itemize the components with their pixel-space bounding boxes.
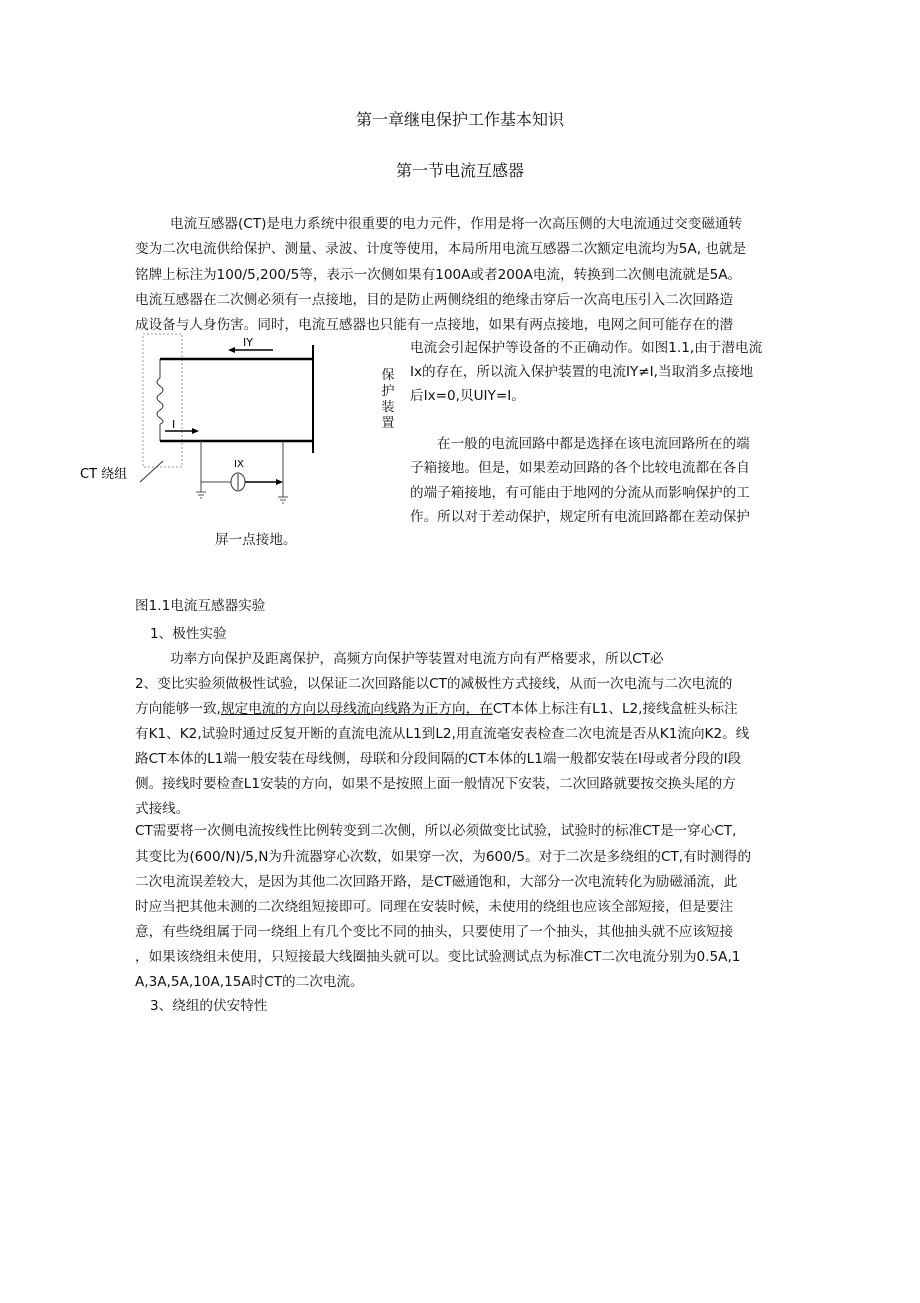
paragraph-line: 其变比为(600/N)/5,N为升流器穿心次数，如果穿一次，为600/5。对于二次是多绕组的CT,有时测得的 [135,849,752,865]
paragraph-line: 变为二次电流供给保护、测量、录波、计度等使用，本局所用电流互感器二次额定电流均为5A, 也就是 [135,241,747,257]
paragraph-line: 屏一点接地。 [215,532,297,548]
paragraph-line: 作。所以对于差动保护，规定所有电流回路都在差动保护 [410,509,750,525]
paragraph-line: A,3A,5A,10A,15A时CT的二次电流。 [135,974,364,990]
ground-icon [196,492,206,498]
paragraph-line: 有K1、K2,试验时通过反复开断的直流电流从L1到L2,用直流毫安表检查二次电流是否从K1流向K2。线 [135,726,750,742]
section-heading: 1、极性实验 [150,626,227,642]
paragraph-line: 铭牌上标注为100/5,200/5等，表示一次侧如果有100A或者200A电流，转换到二次侧电流就是5A。 [135,267,742,283]
paragraph-line: 成设备与人身伤害。同时，电流互感器也只能有一点接地，如果有两点接地，电网之间可能存在的潜 [135,317,734,333]
ct-winding-box [143,334,182,467]
paragraph-line: 后Ix=0,贝UIY=I。 [410,388,525,404]
figure-caption: 图1.1电流互感器实验 [135,598,266,614]
paragraph-line: 功率方向保护及距离保护，高频方向保护等装置对电流方向有严格要求，所以CT必 [170,651,664,667]
paragraph-line: CT需要将一次侧电流按线性比例转变到二次侧，所以必须做变比试验，试验时的标准CT是一穿心CT, [135,823,737,839]
ct-winding-label: CT 绕组 [80,467,128,482]
ground-icon [278,497,288,503]
ix-label: IX [234,459,244,470]
paragraph-line: 电流会引起保护等设备的不正确动作。如图1.1,由于潜电流 [410,340,763,356]
section-heading: 3、绕组的伏安特性 [150,998,268,1014]
paragraph-line: 式接线。 [135,801,190,817]
paragraph-line: 侧。接线时要检查L1安装的方向，如果不是按照上面一般情况下安装，二次回路就要按交换头尾的方 [135,776,736,792]
paragraph-line: Ix的存在，所以流入保护装置的电流IY≠I,当取消多点接地 [410,364,754,380]
text-run: CT本体上标注有L1、L2,接线盒桩头标注 [492,701,738,717]
paragraph-line: 时应当把其他未测的二次绕组短接即可。同理在安装时候，未使用的绕组也应该全部短接，但是要注 [135,899,734,915]
paragraph-line: 子箱接地。但是，如果差动回路的各个比较电流都在各自 [410,460,750,476]
paragraph-line: 二次电流误差较大，是因为其他二次回路开路，是CT磁通饱和，大部分一次电流转化为励磁涌流，此 [135,874,738,890]
paragraph-line [135,700,738,718]
paragraph-line: 电流互感器(CT)是电力系统中很重要的电力元件，作用是将一次高压侧的大电流通过交变磁通转 [170,216,743,232]
chapter-title: 第一章继电保护工作基本知识 [355,110,564,129]
section-title: 第一节电流互感器 [395,161,524,180]
paragraph-line: 意，有些绕组属于同一绕组上有几个变比不同的抽头，只要使用了一个抽头，其他抽头就不应该短接 [135,924,734,940]
paragraph-line: 电流互感器在二次侧必须有一点接地，目的是防止两侧绕组的绝缘击穿后一次高电压引入二次回路造 [135,292,734,308]
paragraph-line: 在一般的电流回路中都是选择在该电流回路所在的端 [437,436,750,452]
paragraph-line: 的端子箱接地，有可能由于地网的分流从而影响保护的工 [410,485,750,501]
protection-device-label: 保护装置 [381,368,395,431]
arrow-left-icon [228,347,235,353]
arrow-right-icon [192,428,199,434]
text-run: 方向能够一致, [135,701,221,717]
paragraph-line: 2、变比实验须做极性试验，以保证二次回路能以CT的减极性方式接线，从而一次电流与二次电流的 [135,676,733,692]
paragraph-line: ，如果该绕组未使用，只短接最大线圈抽头就可以。变比试验测试点为标准CT二次电流分别为0.5A,1 [135,949,741,965]
coil-icon [157,378,163,424]
i-label: I [172,418,176,431]
iy-label: IY [243,336,253,349]
paragraph-line: 路CT本体的L1端一般安装在母线侧，母联和分段间隔的CT本体的L1端一般都安装在I母或者分段的I段 [135,751,742,767]
underlined-text: 规定电流的方向以母线流向线路为正方向，在 [220,701,493,717]
